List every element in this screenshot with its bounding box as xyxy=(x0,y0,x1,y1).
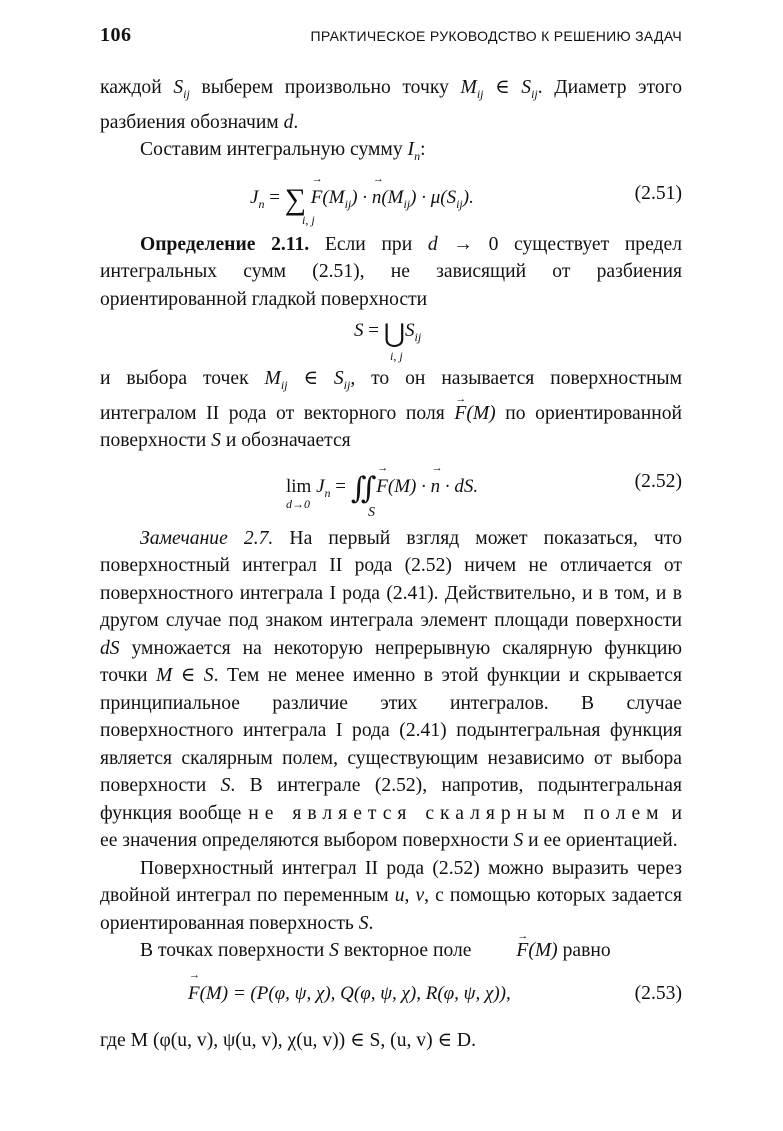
equation-number-2-52: (2.52) xyxy=(634,470,682,492)
definition-2-11: Определение 2.11. Если при d → 0 существует предел интегральных сумм (2.51), не зависящий от разбиения ориентированной гладкой поверхности xyxy=(100,233,682,310)
equation-number-2-53: (2.53) xyxy=(634,982,682,1004)
running-head: ПРАКТИЧЕСКОЕ РУКОВОДСТВО К РЕШЕНИЮ ЗАДАЧ xyxy=(310,28,682,44)
remark-2-7: Замечание 2.7. На первый взгляд может показаться, что поверхностный интеграл II рода (2.52) ничем не отличается от поверхностного интеграла I рода (2.41). Действительно, и в том, и в другом случае под знаком интеграла элемент площади поверхности dS умножается на некоторую непрерывную скалярную функцию точки M ∈ S. Тем не менее именно в этой функции и скрывается принципиальное различие этих интегралов. В случае поверхностного интеграла I рода (2.41) подынтегральная функция является скалярным полем, существующим независимо от выбора поверхности S. В интеграле (2.52), напротив, подынтегральная функция вообще не является скалярным полем и ее значения определяются выбором поверхности S и ее ориентацией. xyxy=(100,527,682,851)
page-header xyxy=(100,24,682,58)
formula-2-51: $J_n$ = ∑ → $F(M_{ij})$ · → $n(M_{ij}) \cdot \mu(S_{ij})$. xyxy=(250,183,474,217)
page-number: 106 xyxy=(100,24,132,46)
paragraph-5: В точках поверхности S векторное поле → F(M) равно xyxy=(100,937,682,965)
paragraph-1: каждой $S_{ij}$ выберем произвольно точку $M_{ij}$ ∈ $S_{ij}$. Диаметр этого разбиения обозначим d. xyxy=(100,77,682,133)
paragraph-2: Составим интегральную сумму $I_n$: xyxy=(140,139,426,163)
paragraph-4: Поверхностный интеграл II рода (2.52) можно выразить через двойной интеграл по переменным u, v, с помощью которых задается ориентированная поверхность S. xyxy=(100,857,682,934)
equation-2-52: $\lim J_n$ = ∬→ F(M) · → n · dS. d→0 S (2.52) xyxy=(100,455,682,519)
equation-number-2-51: (2.51) xyxy=(634,182,682,204)
page xyxy=(100,24,682,1054)
paragraph-3: и выбора точек $M_{ij}$ ∈ $S_{ij}$, то он называется поверхностным интегралом II рода от векторного поля → F(M) по ориентированной поверхности S и обозначается xyxy=(100,365,682,455)
paragraph-6: где M (φ(u, v), ψ(u, v), χ(u, v)) ∈ S, (u, v) ∈ D. xyxy=(100,1029,476,1051)
equation-2-53: → F(M) = (P(φ, ψ, χ), Q(φ, ψ, χ), R(φ, ψ, χ)), (2.53) xyxy=(100,965,682,1027)
page-content xyxy=(100,74,682,1054)
equation-union: $S = ⋃S_{ij}$ i, j xyxy=(354,319,422,363)
equation-2-51: $J_n$ = ∑ → $F(M_{ij})$ · → $n(M_{ij}) \cdot \mu(S_{ij})$. i, j (2.51) xyxy=(100,171,682,227)
